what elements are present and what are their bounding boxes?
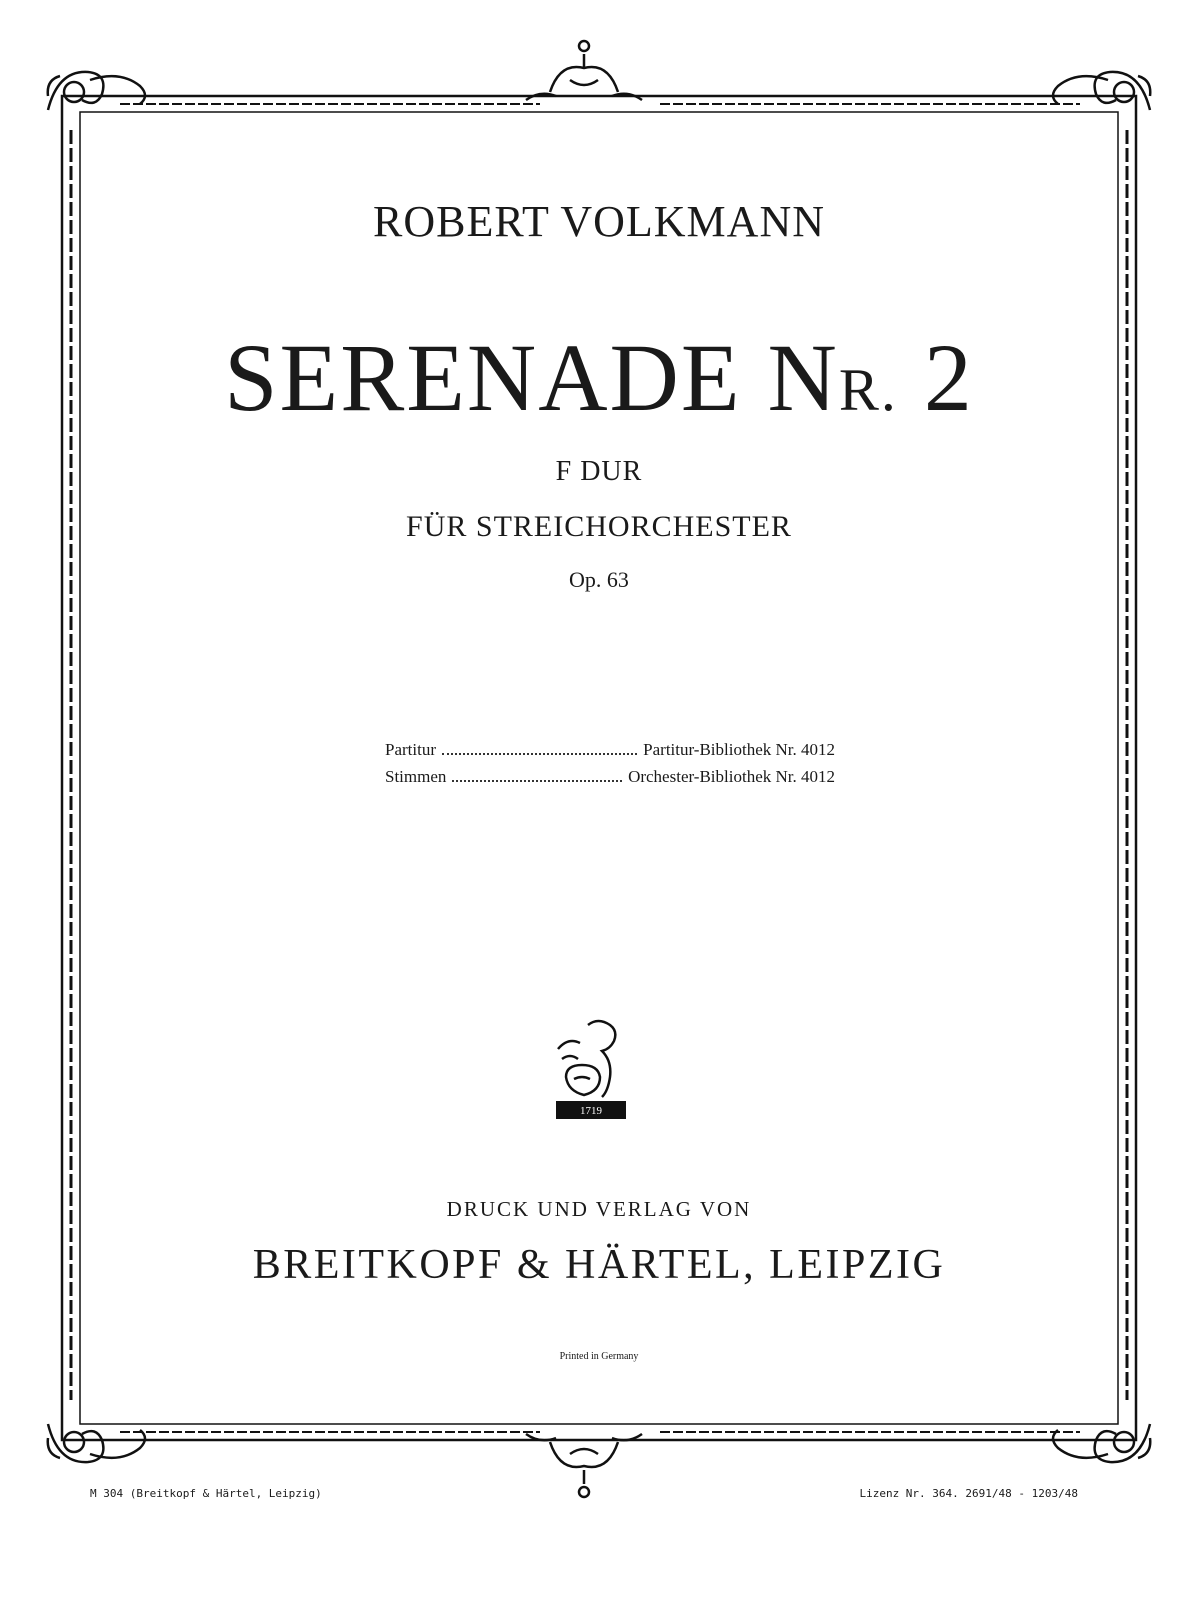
leader-dots — [442, 753, 637, 755]
publisher-name: BREITKOPF & HÄRTEL, LEIPZIG — [252, 1242, 946, 1288]
bottom-center-ornament — [526, 1434, 642, 1497]
scoring: FÜR STREICHORCHESTER — [406, 510, 792, 543]
logo-year: 1719 — [580, 1105, 602, 1117]
printed-in: Printed in Germany — [559, 1351, 639, 1362]
top-center-ornament — [526, 41, 642, 100]
editions-list — [385, 740, 835, 794]
title-main: SERENADE — [224, 324, 768, 431]
key-signature: F DUR — [555, 456, 643, 487]
edition-row — [385, 767, 835, 794]
title-nr-r: R. — [838, 357, 898, 423]
composer-name: ROBERT VOLKMANN — [373, 197, 825, 246]
work-title — [0, 324, 1198, 431]
footer-left: M 304 (Breitkopf & Härtel, Leipzig) — [90, 1487, 322, 1500]
edition-value: Partitur-Bibliothek Nr. 4012 — [643, 740, 835, 759]
publisher-line: DRUCK UND VERLAG VON — [446, 1197, 752, 1221]
edition-label: Partitur — [385, 740, 436, 759]
publisher-logo — [548, 1015, 634, 1125]
footer-right: Lizenz Nr. 364. 2691/48 - 1203/48 — [859, 1487, 1078, 1500]
edition-label: Stimmen — [385, 767, 447, 786]
opus-number: Op. 63 — [569, 567, 629, 592]
leader-dots — [452, 780, 622, 782]
title-number: 2 — [897, 324, 974, 431]
edition-row — [385, 740, 835, 767]
edition-value: Orchester-Bibliothek Nr. 4012 — [628, 767, 835, 786]
title-nr-n: N — [767, 324, 839, 431]
